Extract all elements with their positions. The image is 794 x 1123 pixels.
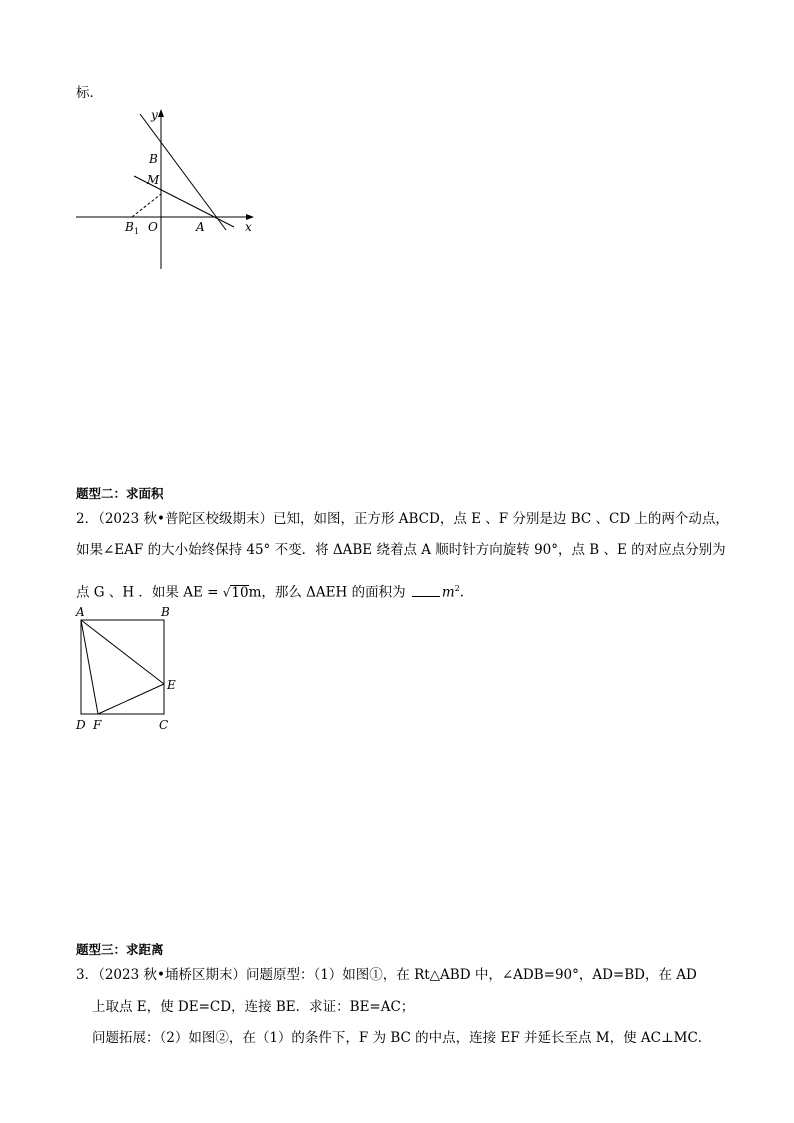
section-heading-2: 题型二：求面积 [76, 486, 164, 501]
segment-ae [81, 620, 164, 684]
label-b: B [161, 605, 170, 619]
label-o: O [148, 220, 158, 234]
label-x: x [245, 220, 252, 234]
problem-3-line-2: 上取点 E，使 DE=CD，连接 BE．求证：BE=AC； [92, 999, 415, 1015]
label-b1-sub: 1 [134, 227, 140, 236]
segment-af [81, 620, 98, 714]
label-a: A [76, 605, 85, 619]
label-e: E [167, 678, 176, 692]
line-ba [140, 114, 226, 230]
sqrt-value: 10 [231, 584, 249, 601]
problem-2-line-2: 如果∠EAF 的大小始终保持 45° 不变．将 ΔABE 绕着点 A 顺时针方向旋转 90°，点 B 、E 的对应点分别为 [76, 542, 726, 558]
label-c: C [159, 718, 169, 732]
figure-coordinate-graph [70, 104, 270, 274]
unit-exponent: 2 [454, 584, 460, 593]
label-a: A [196, 220, 205, 234]
label-y: y [151, 108, 158, 122]
label-m: M [147, 173, 160, 187]
label-d: D [76, 718, 86, 732]
dashed-b1-m [132, 194, 161, 217]
segment-ef [98, 684, 164, 714]
square [81, 620, 164, 714]
answer-blank [412, 584, 440, 597]
problem-2-line-3-b: m，那么 ΔAEH 的面积为 [248, 584, 410, 601]
problem-2-line-3: 点 G 、H ．如果 AE = √10m，那么 ΔAEH 的面积为 $m^2$． [76, 584, 474, 601]
section-heading-3: 题型三：求距离 [76, 942, 164, 957]
problem-3-line-1: 3．（2023 秋•埇桥区期末）问题原型：（1）如图①，在 Rt△ABD 中，∠ADB=90°，AD=BD，在 AD [76, 967, 697, 983]
label-b: B [149, 152, 158, 166]
text-fragment: 标． [76, 85, 103, 101]
figure-square-abcd [70, 602, 190, 736]
y-axis-arrow-icon [158, 109, 164, 117]
label-b1: B [125, 220, 134, 234]
label-f: F [93, 718, 102, 732]
problem-2-line-1: 2．（2023 秋•普陀区校级期末）已知，如图，正方形 ABCD，点 E 、F 分别是边 BC 、CD 上的两个动点， [76, 511, 729, 527]
unit-m: m [441, 584, 455, 601]
problem-3-line-3: 问题拓展：（2）如图②，在（1）的条件下，F 为 BC 的中点，连接 EF 并延长至点 M，使 AC⊥MC． [92, 1030, 712, 1046]
problem-2-line-3-a: 点 G 、H ．如果 AE = [76, 584, 223, 601]
problem-2-line-3-end: ． [459, 584, 474, 601]
